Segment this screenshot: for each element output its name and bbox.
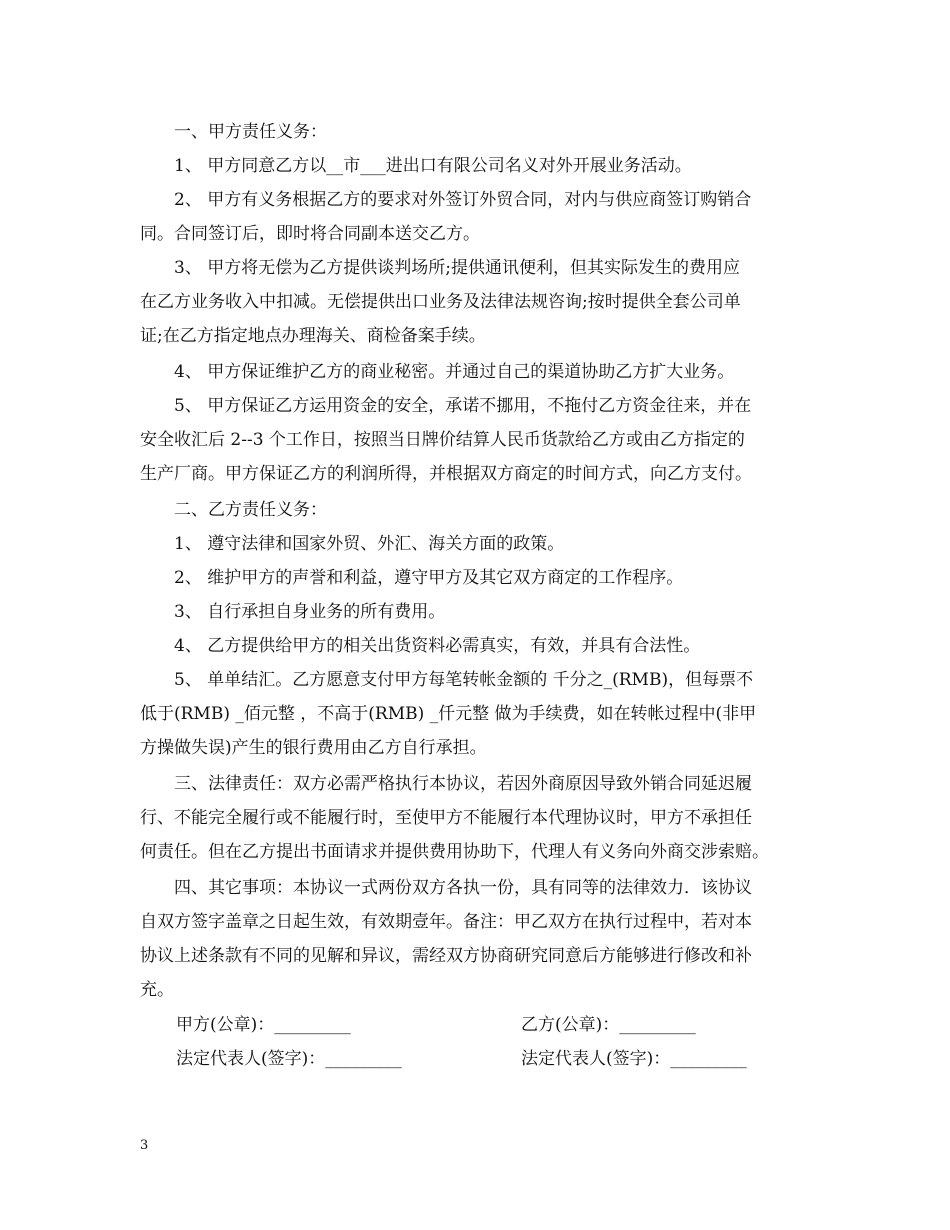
paragraph-line: 5、 单单结汇。乙方愿意支付甲方每笔转帐金额的 千分之_(RMB)，但每票不 [174, 670, 754, 690]
paragraph-line: 方操做失误)产生的银行费用由乙方自行承担。 [140, 738, 487, 758]
paragraph-line: 2、 甲方有义务根据乙方的要求对外签订外贸合同，对内与供应商签订购销合 [174, 190, 752, 210]
party-a-seal-field: 甲方(公章)：_________ [176, 1015, 351, 1035]
paragraph-line: 安全收汇后 2--3 个工作日，按照当日牌价结算人民币货款给乙方或由乙方指定的 [140, 430, 745, 450]
paragraph-line: 3、 自行承担自身业务的所有费用。 [174, 602, 446, 622]
section-heading-party-a: 一、甲方责任义务： [174, 122, 327, 142]
paragraph-line: 协议上述条款有不同的见解和异议，需经双方协商研究同意后方能够进行修改和补 [140, 946, 752, 966]
paragraph-line: 自双方签字盖章之日起生效，有效期壹年。备注：甲乙双方在执行过程中，若对本 [140, 912, 752, 932]
section-heading-legal: 三、法律责任：双方必需严格执行本协议，若因外商原因导致外销合同延迟履 [174, 774, 752, 794]
paragraph-line: 1、 甲方同意乙方以__市___进出口有限公司名义对外开展业务活动。 [174, 156, 692, 176]
paragraph-line: 4、 乙方提供给甲方的相关出货资料必需真实，有效，并具有合法性。 [174, 636, 701, 656]
paragraph-line: 行、不能完全履行或不能履行时，至使甲方不能履行本代理协议时，甲方不承担任 [140, 808, 752, 828]
paragraph-line: 低于(RMB) _佰元整 ，不高于(RMB) _仟元整 做为手续费，如在转帐过程中(非甲 [140, 704, 757, 724]
party-a-representative-field: 法定代表人(签字)：_________ [176, 1049, 402, 1069]
paragraph-line: 充。 [140, 980, 174, 1000]
paragraph-line: 1、 遵守法律和国家外贸、外汇、海关方面的政策。 [174, 534, 565, 554]
paragraph-line: 生产厂商。甲方保证乙方的利润所得，并根据双方商定的时间方式，向乙方支付。 [140, 464, 752, 484]
paragraph-line: 2、 维护甲方的声誉和利益，遵守甲方及其它双方商定的工作程序。 [174, 568, 684, 588]
section-heading-party-b: 二、乙方责任义务： [174, 500, 327, 520]
paragraph-line: 何责任。但在乙方提出书面请求并提供费用协助下，代理人有义务向外商交涉索赔。 [140, 842, 769, 862]
paragraph-line: 3、 甲方将无偿为乙方提供谈判场所;提供通讯便利，但其实际发生的费用应 [174, 258, 740, 278]
page-number: 3 [140, 1138, 149, 1153]
section-heading-other: 四、其它事项：本协议一式两份双方各执一份，具有同等的法律效力．该协议 [174, 878, 752, 898]
paragraph-line: 同。合同签订后，即时将合同副本送交乙方。 [140, 224, 480, 244]
paragraph-line: 4、 甲方保证维护乙方的商业秘密。并通过自己的渠道协助乙方扩大业务。 [174, 362, 735, 382]
party-b-seal-field: 乙方(公章)：_________ [521, 1015, 696, 1035]
paragraph-line: 在乙方业务收入中扣减。无偿提供出口业务及法律法规咨询;按时提供全套公司单 [140, 292, 741, 312]
paragraph-line: 证;在乙方指定地点办理海关、商检备案手续。 [140, 326, 486, 346]
paragraph-line: 5、 甲方保证乙方运用资金的安全，承诺不挪用，不拖付乙方资金往来，并在 [174, 396, 752, 416]
party-b-representative-field: 法定代表人(签字)：_________ [521, 1049, 747, 1069]
